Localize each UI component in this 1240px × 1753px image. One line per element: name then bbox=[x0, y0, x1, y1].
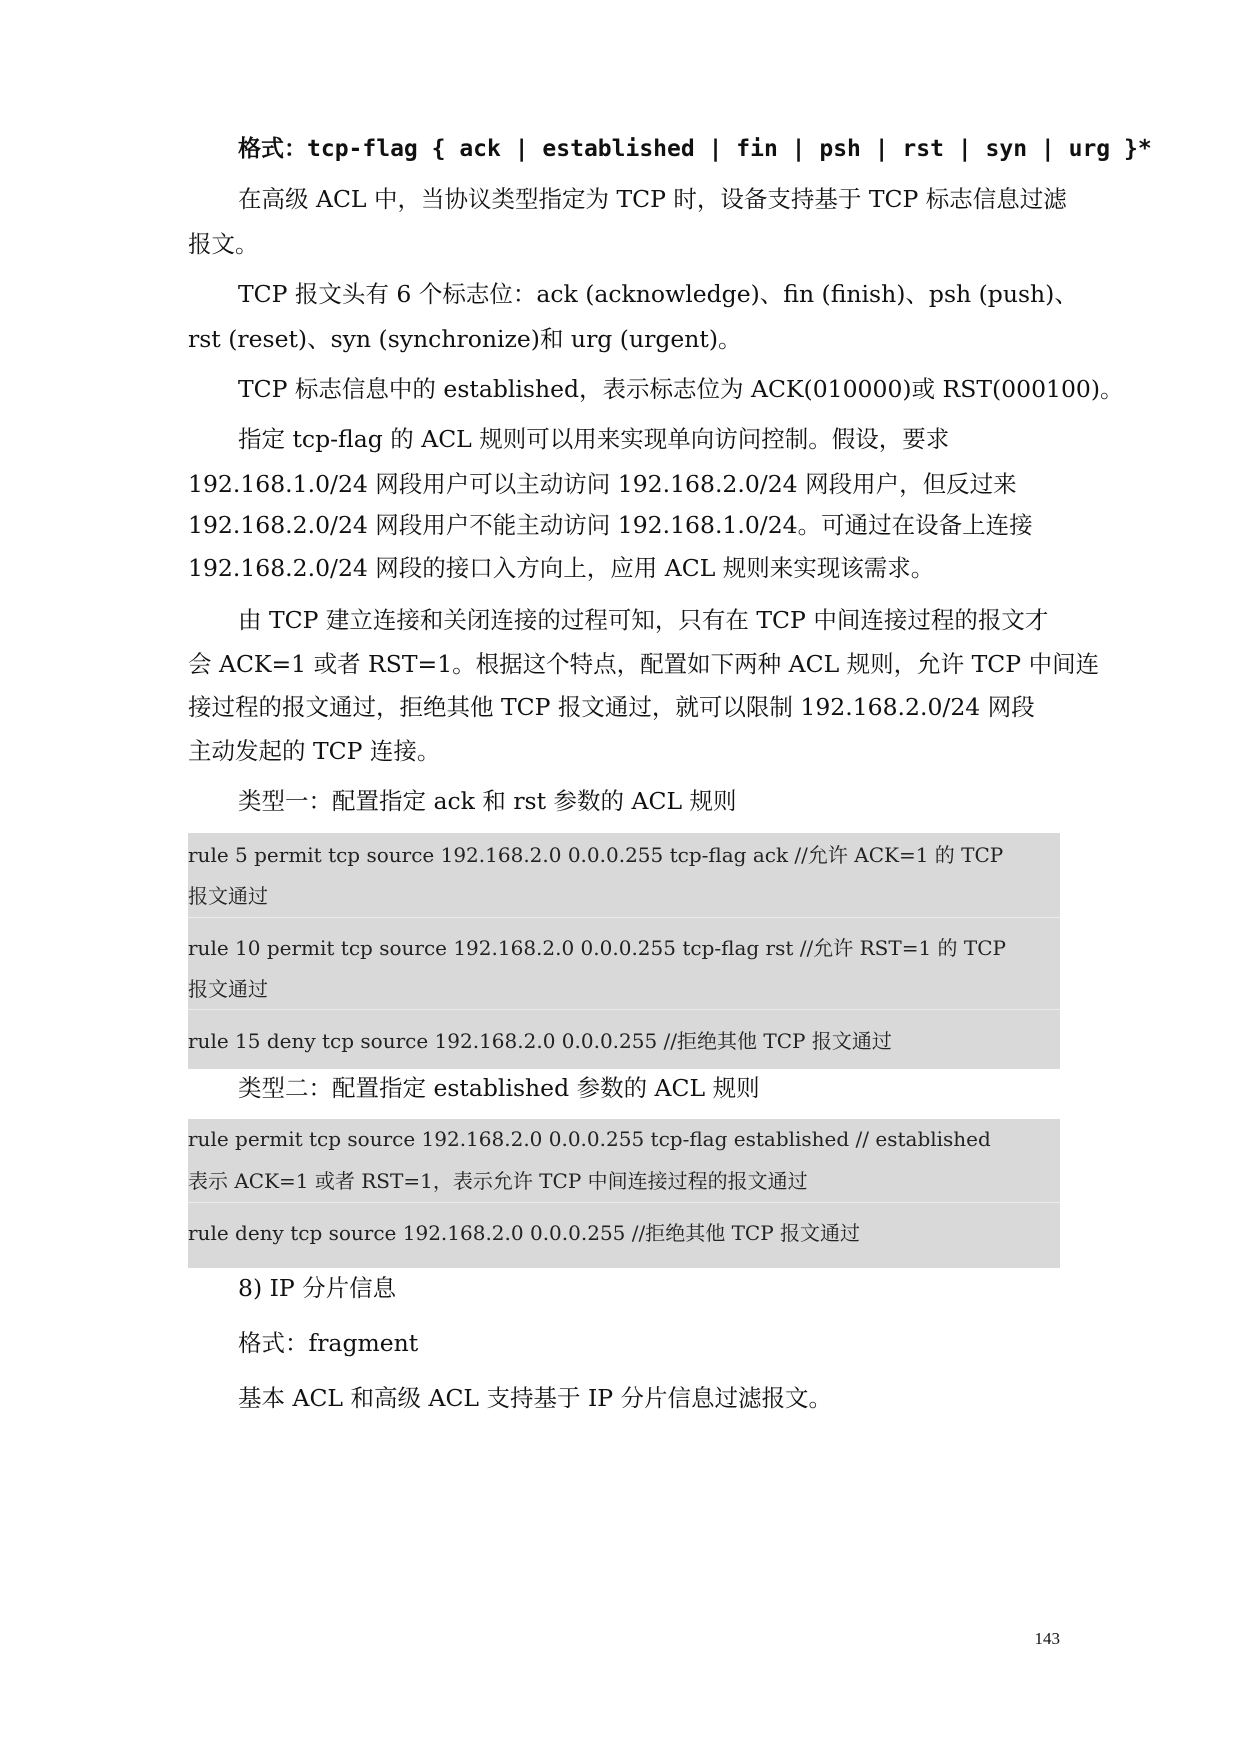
code-separator bbox=[188, 917, 1060, 918]
code-line: rule 5 permit tcp source 192.168.2.0 0.0.0.255 tcp-flag ack //允许 ACK=1 的 TCP bbox=[188, 843, 1004, 867]
paragraph-line: 会 ACK=1 或者 RST=1。根据这个特点，配置如下两种 ACL 规则，允许 TCP 中间连 bbox=[188, 650, 1100, 678]
code-line: rule permit tcp source 192.168.2.0 0.0.0.255 tcp-flag established // established bbox=[188, 1127, 991, 1151]
code-block-type1 bbox=[188, 833, 1060, 1069]
format-fragment: 格式：fragment bbox=[238, 1329, 419, 1357]
code-line: rule 10 permit tcp source 192.168.2.0 0.0.0.255 tcp-flag rst //允许 RST=1 的 TCP bbox=[188, 936, 1007, 960]
paragraph-line: 指定 tcp-flag 的 ACL 规则可以用来实现单向访问控制。假设，要求 bbox=[238, 425, 950, 453]
section-8-heading: 8) IP 分片信息 bbox=[238, 1274, 397, 1302]
format-tcp-flag: 格式：tcp-flag { ack | established | fin | psh | rst | syn | urg }* bbox=[238, 136, 1152, 162]
paragraph-line: 在高级 ACL 中，当协议类型指定为 TCP 时，设备支持基于 TCP 标志信息过滤 bbox=[238, 185, 1067, 213]
code-line: rule 15 deny tcp source 192.168.2.0 0.0.0.255 //拒绝其他 TCP 报文通过 bbox=[188, 1029, 892, 1053]
type2-heading: 类型二：配置指定 established 参数的 ACL 规则 bbox=[238, 1074, 760, 1102]
page-number: 143 bbox=[1034, 1629, 1060, 1648]
paragraph-line: TCP 报文头有 6 个标志位：ack (acknowledge)、fin (finish)、psh (push)、 bbox=[238, 280, 1078, 308]
code-block-type2 bbox=[188, 1119, 1060, 1268]
paragraph-line: rst (reset)、syn (synchronize)和 urg (urgent)。 bbox=[188, 325, 742, 353]
paragraph-line: 接过程的报文通过，拒绝其他 TCP 报文通过，就可以限制 192.168.2.0/24 网段 bbox=[188, 693, 1035, 721]
paragraph-line: 基本 ACL 和高级 ACL 支持基于 IP 分片信息过滤报文。 bbox=[238, 1384, 833, 1412]
code-line: 报文通过 bbox=[188, 884, 268, 908]
code-separator bbox=[188, 1009, 1060, 1010]
code-line: rule deny tcp source 192.168.2.0 0.0.0.255 //拒绝其他 TCP 报文通过 bbox=[188, 1221, 861, 1245]
paragraph-line: 由 TCP 建立连接和关闭连接的过程可知，只有在 TCP 中间连接过程的报文才 bbox=[238, 606, 1049, 634]
code-line: 报文通过 bbox=[188, 977, 268, 1001]
code-separator bbox=[188, 1202, 1060, 1203]
paragraph-line: TCP 标志信息中的 established，表示标志位为 ACK(010000)或 RST(000100)。 bbox=[238, 375, 1124, 403]
paragraph-line: 192.168.1.0/24 网段用户可以主动访问 192.168.2.0/24 网段用户，但反过来 bbox=[188, 470, 1017, 498]
type1-heading: 类型一：配置指定 ack 和 rst 参数的 ACL 规则 bbox=[238, 787, 737, 815]
paragraph-line: 192.168.2.0/24 网段的接口入方向上，应用 ACL 规则来实现该需求。 bbox=[188, 554, 935, 582]
code-line: 表示 ACK=1 或者 RST=1，表示允许 TCP 中间连接过程的报文通过 bbox=[188, 1169, 808, 1193]
paragraph-line: 主动发起的 TCP 连接。 bbox=[188, 737, 441, 765]
paragraph-line: 192.168.2.0/24 网段用户不能主动访问 192.168.1.0/24。可通过在设备上连接 bbox=[188, 511, 1033, 539]
paragraph-line: 报文。 bbox=[188, 230, 259, 258]
